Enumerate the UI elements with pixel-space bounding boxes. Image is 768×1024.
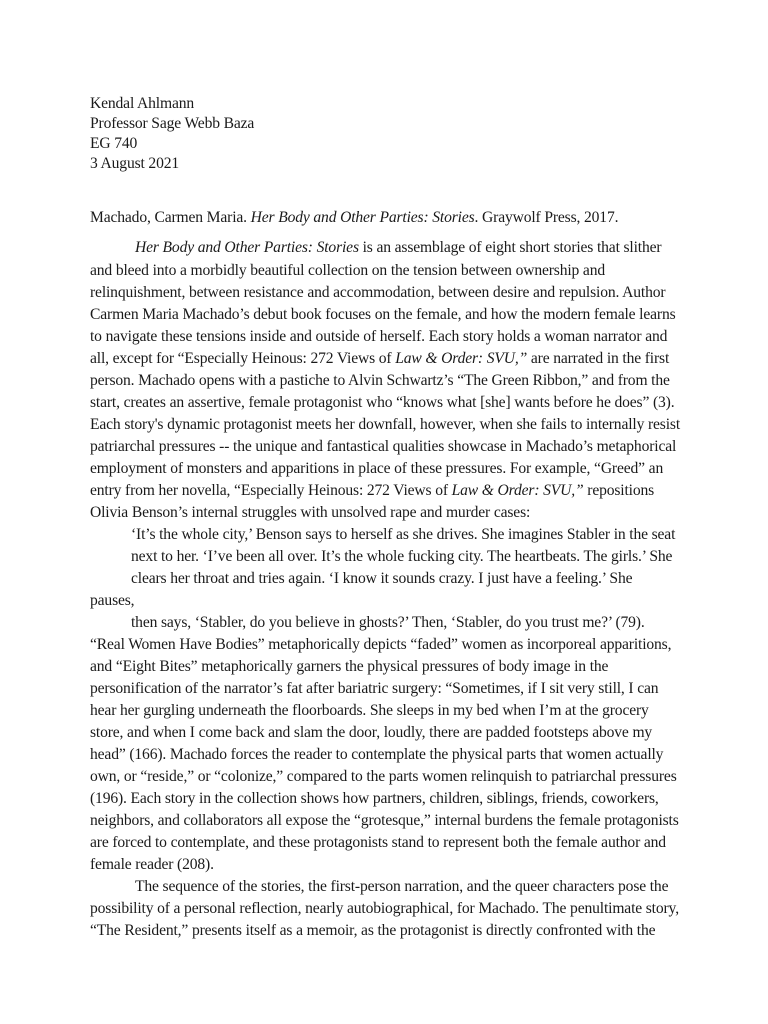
p1c-line-7: own, or “reside,” or “colonize,” compared to the parts women relinquish to patriarchal pressures [90,768,677,785]
p1c-line-8: (196). Each story in the collection shows how partners, children, siblings, friends, coworkers, [90,790,659,807]
p1c-line-5: store, and when I come back and slam the door, loudly, there are padded footsteps above my [90,724,653,741]
quote-line-1: ‘It’s the whole city,’ Benson says to herself as she drives. She imagines Stabler in the seat [131,526,676,543]
p1c-line-11: female reader (208). [90,856,214,873]
p1-line-3: relinquishment, between resistance and accommodation, between desire and repulsion. Author [90,284,666,301]
p1c-line-2: and “Eight Bites” metaphorically garners the physical pressures of body image in the [90,658,609,675]
quote-line-3: clears her throat and tries again. ‘I know it sounds crazy. I just have a feeling.’ She [131,570,633,587]
book-title: Her Body and Other Parties: Stories [135,239,359,256]
p1c-line-9: neighbors, and collaborators all expose the “grotesque,” internal burdens the female protagonists [90,812,679,829]
p1c-line-3: personification of the narrator’s fat after bariatric surgery: “Sometimes, if I sit very still, I can [90,680,659,697]
p2-line-1: The sequence of the stories, the first-person narration, and the queer characters pose the [135,878,669,895]
p1-line-1: Her Body and Other Parties: Stories is an assemblage of eight short stories that slither [135,239,662,256]
show-title: Law & Order: SVU,” [395,350,528,367]
p1-line-2: and bleed into a morbidly beautiful collection on the tension between ownership and [90,262,605,279]
citation-author: Machado, Carmen Maria. [90,209,251,226]
citation [90,208,618,228]
p2-line-2: possibility of a personal reflection, nearly autobiographical, for Machado. The penultimate story, [90,900,679,917]
quote-line-2: next to her. ‘I’ve been all over. It’s the whole fucking city. The heartbeats. The girls.’ She [131,548,673,565]
p1-line-9: Each story's dynamic protagonist meets her downfall, however, when she fails to internally resist [90,416,681,433]
p1c-line-10: are forced to contemplate, and these protagonists stand to represent both the female author and [90,834,666,851]
p1-line-6: all, except for “Especially Heinous: 272 Views of Law & Order: SVU,” are narrated in the first [90,350,670,367]
date-line: 3 August 2021 [90,155,180,172]
quote-line-5: then says, ‘Stabler, do you believe in ghosts?’ Then, ‘Stabler, do you trust me?’ (79). [131,614,645,631]
citation-publisher: . Graywolf Press, 2017. [474,209,619,226]
professor-name: Professor Sage Webb Baza [90,115,255,132]
p1-line-7: person. Machado opens with a pastiche to Alvin Schwartz’s “The Green Ribbon,” and from the [90,372,670,389]
course-code: EG 740 [90,135,138,152]
p1-line-11: employment of monsters and apparitions in place of these pressures. For example, “Greed” an [90,460,664,477]
p2-line-3: “The Resident,” presents itself as a memoir, as the protagonist is directly confronted with the [90,922,656,939]
p1c-line-1: “Real Women Have Bodies” metaphorically depicts “faded” women as incorporeal apparitions, [90,636,672,653]
citation-title: Her Body and Other Parties: Stories [250,209,475,226]
p1-line-4: Carmen Maria Machado’s debut book focuses on the female, and how the modern female learns [90,306,676,323]
p1-line-13: Olivia Benson’s internal struggles with unsolved rape and murder cases: [90,504,531,521]
p1-line-5: to navigate these tensions inside and outside of herself. Each story holds a woman narrator and [90,328,668,345]
student-name: Kendal Ahlmann [90,95,195,112]
p1c-line-4: hear her gurgling underneath the floorboards. She sleeps in my bed when I’m at the grocery [90,702,649,719]
p1-line-8: start, creates an assertive, female protagonist who “knows what [she] wants before he does” (3). [90,394,675,411]
quote-line-4: pauses, [90,592,135,609]
p1-line-12: entry from her novella, “Especially Heinous: 272 Views of Law & Order: SVU,” repositions [90,482,655,499]
show-title: Law & Order: SVU,” [451,482,584,499]
p1c-line-6: head” (166). Machado forces the reader to contemplate the physical parts that women actually [90,746,664,763]
p1-line-10: patriarchal pressures -- the unique and fantastical qualities showcase in Machado’s metaphorical [90,438,677,455]
